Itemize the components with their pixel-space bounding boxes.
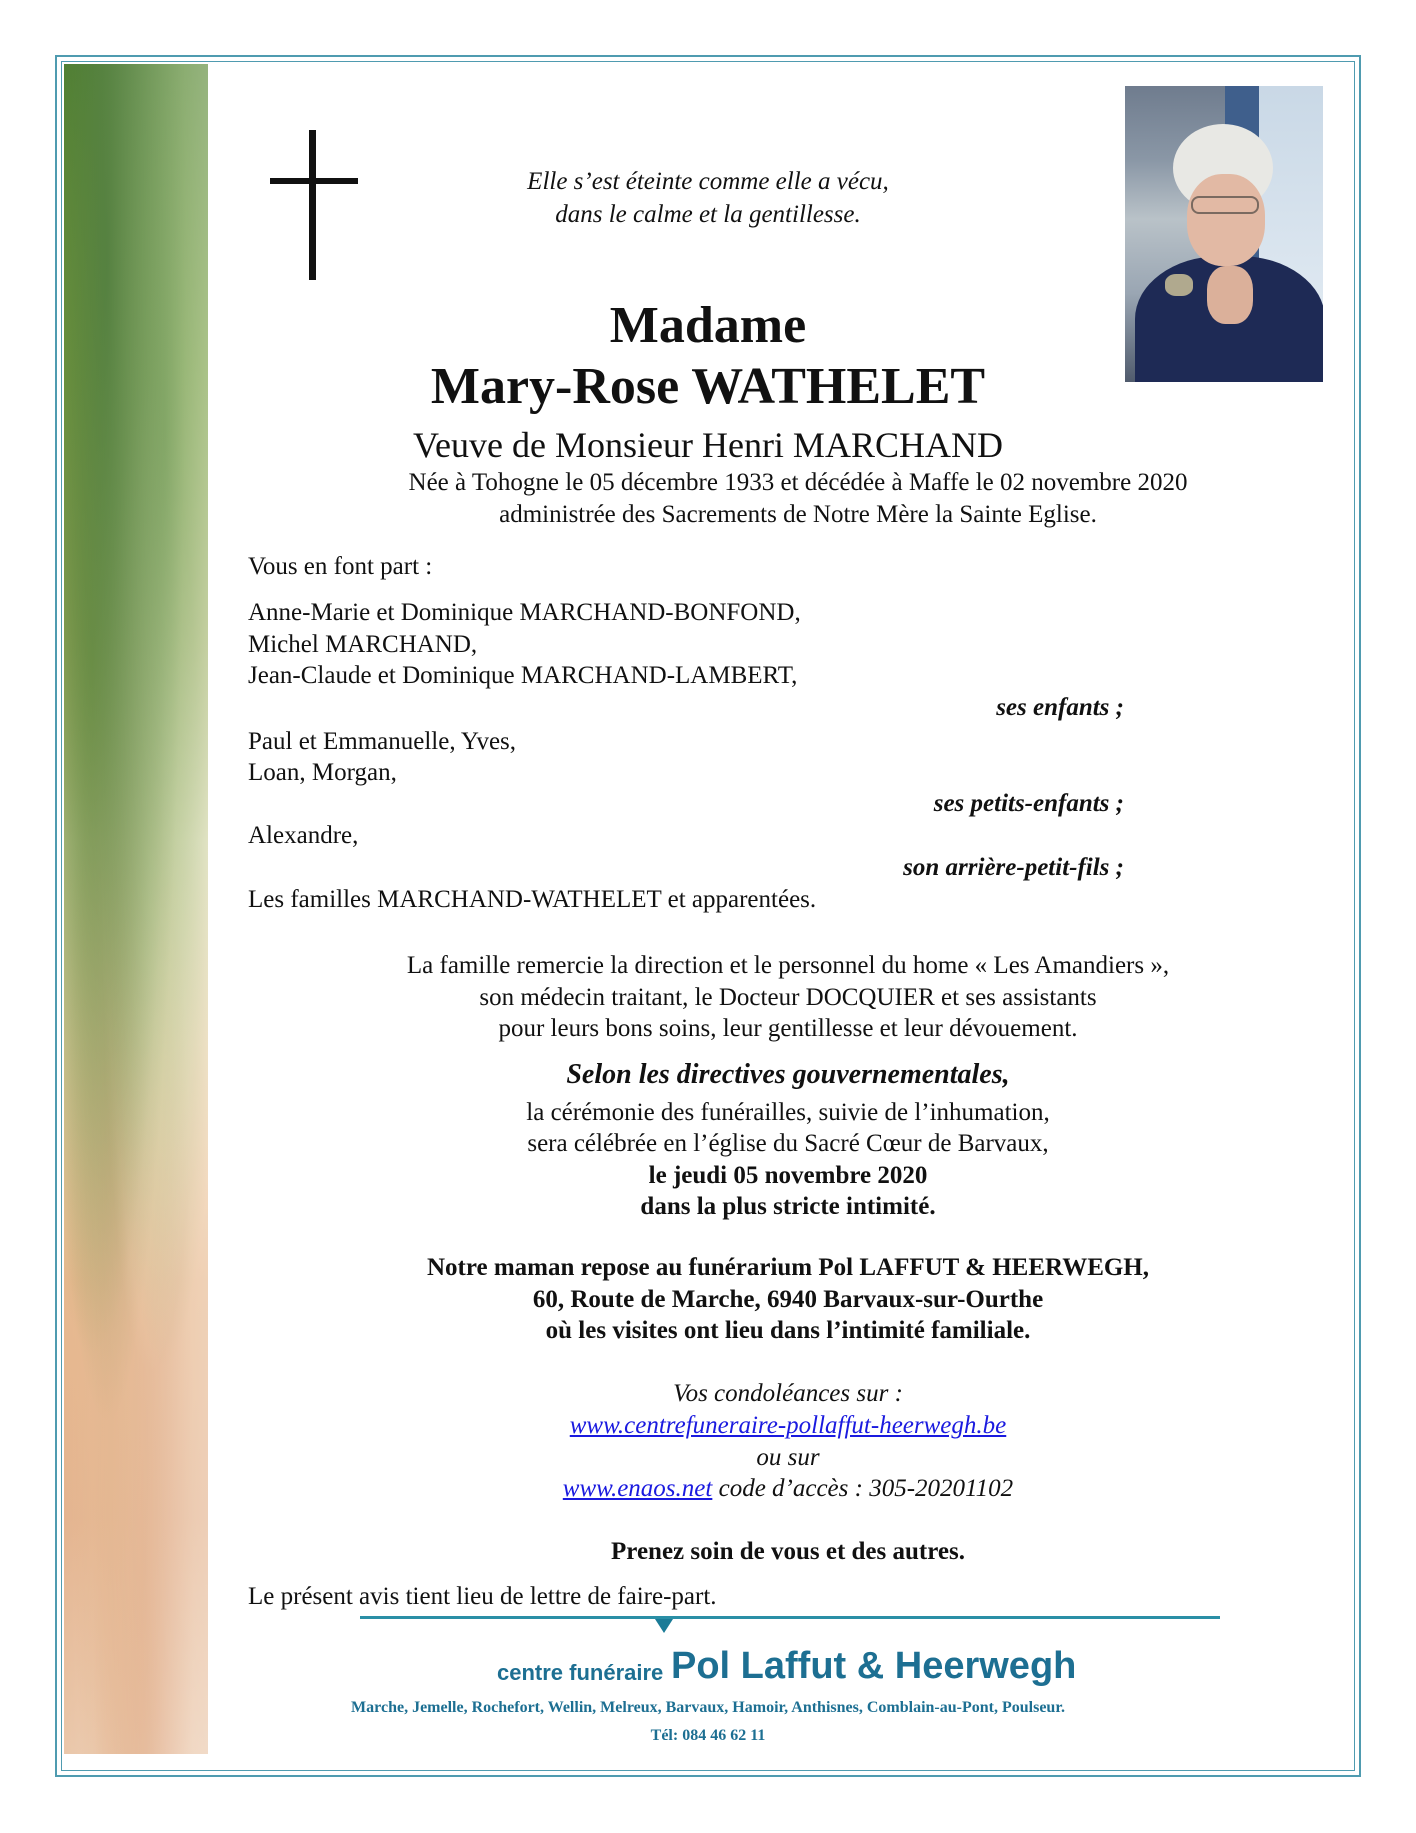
deceased-name: Mary-Rose WATHELET xyxy=(430,358,986,415)
grandchildren-label: ses petits-enfants ; xyxy=(933,790,1124,817)
children-label: ses enfants ; xyxy=(996,694,1124,721)
list-item: Jean-Claude et Dominique MARCHAND-LAMBERT, xyxy=(248,662,798,689)
thanks-line: son médecin traitant, le Docteur DOCQUIER et ses assistants xyxy=(479,984,1097,1011)
list-item: Loan, Morgan, xyxy=(248,759,397,786)
funerarium-line: où les visites ont lieu dans l’intimité familiale. xyxy=(545,1317,1031,1344)
announcement-intro: Vous en font part : xyxy=(248,553,433,580)
ceremony-line: la cérémonie des funérailles, suivie de l’inhumation, xyxy=(526,1099,1050,1126)
footer-phone: Tél: 084 46 62 11 xyxy=(650,1727,766,1744)
quote-line-1: Elle s’est éteinte comme elle a vécu, xyxy=(527,168,889,195)
notice: Le présent avis tient lieu de lettre de faire-part. xyxy=(248,1583,717,1610)
birth-death: Née à Tohogne le 05 décembre 1933 et décédée à Maffe le 02 novembre 2020 xyxy=(408,469,1188,496)
funerarium-line: 60, Route de Marche, 6940 Barvaux-sur-Ourthe xyxy=(532,1286,1044,1313)
list-item: Michel MARCHAND, xyxy=(248,631,478,658)
ceremony-line: sera célébrée en l’église du Sacré Cœur de Barvaux, xyxy=(527,1130,1049,1157)
ceremony-intimacy: dans la plus stricte intimité. xyxy=(640,1193,936,1220)
great-grandchildren-label: son arrière-petit-fils ; xyxy=(903,854,1124,881)
condolences-intro: Vos condoléances sur : xyxy=(673,1380,903,1407)
logo-subtitle: centre funéraire xyxy=(497,1660,664,1685)
condolences-link-1[interactable]: www.centrefuneraire-pollaffut-heerwegh.be xyxy=(569,1412,1007,1439)
thanks-line: pour leurs bons soins, leur gentillesse et leur dévouement. xyxy=(498,1015,1078,1042)
thanks-line: La famille remercie la direction et le personnel du home « Les Amandiers », xyxy=(406,952,1170,979)
widow-of: Veuve de Monsieur Henri MARCHAND xyxy=(413,425,1003,465)
funerarium-line: Notre maman repose au funérarium Pol LAFFUT & HEERWEGH, xyxy=(426,1254,1150,1281)
list-item: Paul et Emmanuelle, Yves, xyxy=(248,728,517,755)
condolences-or: ou sur xyxy=(756,1444,820,1471)
logo-title: Pol Laffut & Heerwegh xyxy=(671,1645,1077,1687)
condolences-link-2[interactable]: www.enaos.net xyxy=(562,1475,713,1502)
list-item: Anne-Marie et Dominique MARCHAND-BONFOND, xyxy=(248,599,801,626)
divider-marker-icon xyxy=(655,1619,673,1633)
care-message: Prenez soin de vous et des autres. xyxy=(611,1538,965,1565)
quote-line-2: dans le calme et la gentillesse. xyxy=(555,201,861,228)
list-item: Alexandre, xyxy=(248,822,359,849)
sacraments: administrée des Sacrements de Notre Mère la Sainte Eglise. xyxy=(499,501,1097,528)
footer-divider xyxy=(360,1616,1220,1619)
ceremony-date: le jeudi 05 novembre 2020 xyxy=(648,1162,928,1189)
condolences-link-row xyxy=(80,1473,1416,1504)
condolences-link-row xyxy=(80,1410,1416,1441)
families: Les familles MARCHAND-WATHELET et apparentées. xyxy=(248,886,817,913)
ceremony-heading: Selon les directives gouvernementales, xyxy=(566,1059,1010,1090)
footer-towns: Marche, Jemelle, Rochefort, Wellin, Melreux, Barvaux, Hamoir, Anthisnes, Comblain-au-Pont, Poulseur. xyxy=(351,1699,1065,1716)
access-code: code d’accès : 305-20201102 xyxy=(712,1475,1014,1502)
deceased-title: Madame xyxy=(609,297,807,354)
